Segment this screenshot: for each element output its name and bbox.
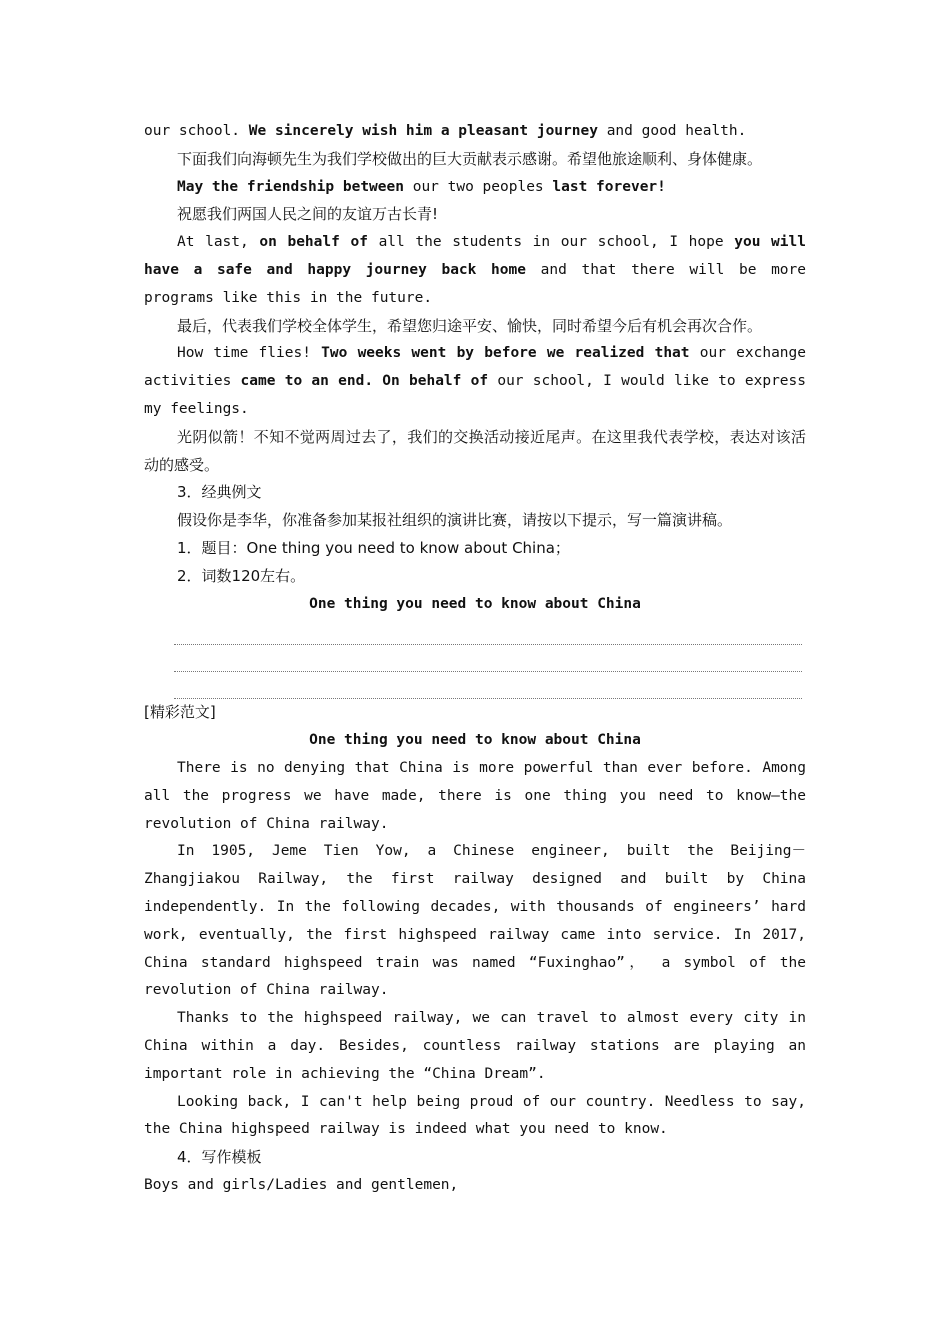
translation-3: 最后，代表我们学校全体学生，希望您归途平安、愉快，同时希望今后有机会再次合作。 [177, 316, 763, 335]
model-label: [精彩范文] [144, 703, 216, 722]
answer-line [174, 672, 802, 699]
phrase-friendship: May the friendship between our two peoples last forever! [177, 178, 666, 195]
section-heading-3: 3．经典例文 [177, 483, 262, 502]
document-page [144, 118, 806, 1200]
translation-2: 祝愿我们两国人民之间的友谊万古长青! [177, 205, 439, 224]
requirement-2: 2．词数120左右。 [177, 566, 306, 585]
template-greeting: Boys and girls/Ladies and gentlemen, [144, 1176, 459, 1193]
translation-4: 光阴似箭！不知不觉两周过去了，我们的交换活动接近尾声。在这里我代表学校，表达对该活动的感受。 [144, 427, 806, 474]
model-paragraph: Looking back, I can't help being proud of our country. Needless to say, the China highspeed railway is indeed what you need to know. [144, 1093, 806, 1138]
answer-line [174, 645, 802, 672]
translation-1: 下面我们向海顿先生为我们学校做出的巨大贡献表示感谢。希望他旅途顺利、身体健康。 [177, 149, 763, 168]
phrase-at-last: At last, on behalf of all the students in our school, I hope you will have a safe and happy journey back home and that there will be more programs like this in the future. [144, 234, 806, 306]
intro-line: our school. We sincerely wish him a pleasant journey and good health. [144, 123, 747, 139]
model-paragraph: Thanks to the highspeed railway, we can travel to almost every city in China within a day. Besides, countless railway stations are playing an important role in achieving the “China Dream”. [144, 1010, 806, 1082]
essay-title: One thing you need to know about China [309, 595, 641, 612]
model-title: One thing you need to know about China [309, 732, 641, 749]
task-prompt: 假设你是李华，你准备参加某报社组织的演讲比赛，请按以下提示，写一篇演讲稿。 [177, 511, 733, 530]
phrase-time-flies: How time flies! Two weeks went by before we realized that our exchange activities came to an end. On behalf of our school, I would like to express my feelings. [144, 345, 806, 417]
answer-line [174, 618, 802, 645]
model-paragraph: There is no denying that China is more powerful than ever before. Among all the progress we have made, there is one thing you need to know—the revolution of China railway. [144, 759, 806, 832]
section-heading-4: 4．写作模板 [177, 1148, 262, 1167]
requirement-1: 1．题目：One thing you need to know about China； [177, 538, 570, 557]
model-paragraph: In 1905, Jeme Tien Yow, a Chinese engineer, built the Beijing－Zhangjiakou Railway, the first railway designed and built by China independently. In the following decades, with thousands of engineers’ hard work, eventually, the first highspeed railway came into service. In 2017, China standard highspeed train was named “Fuxinghao”， a symbol of the revolution of China railway. [144, 843, 806, 999]
